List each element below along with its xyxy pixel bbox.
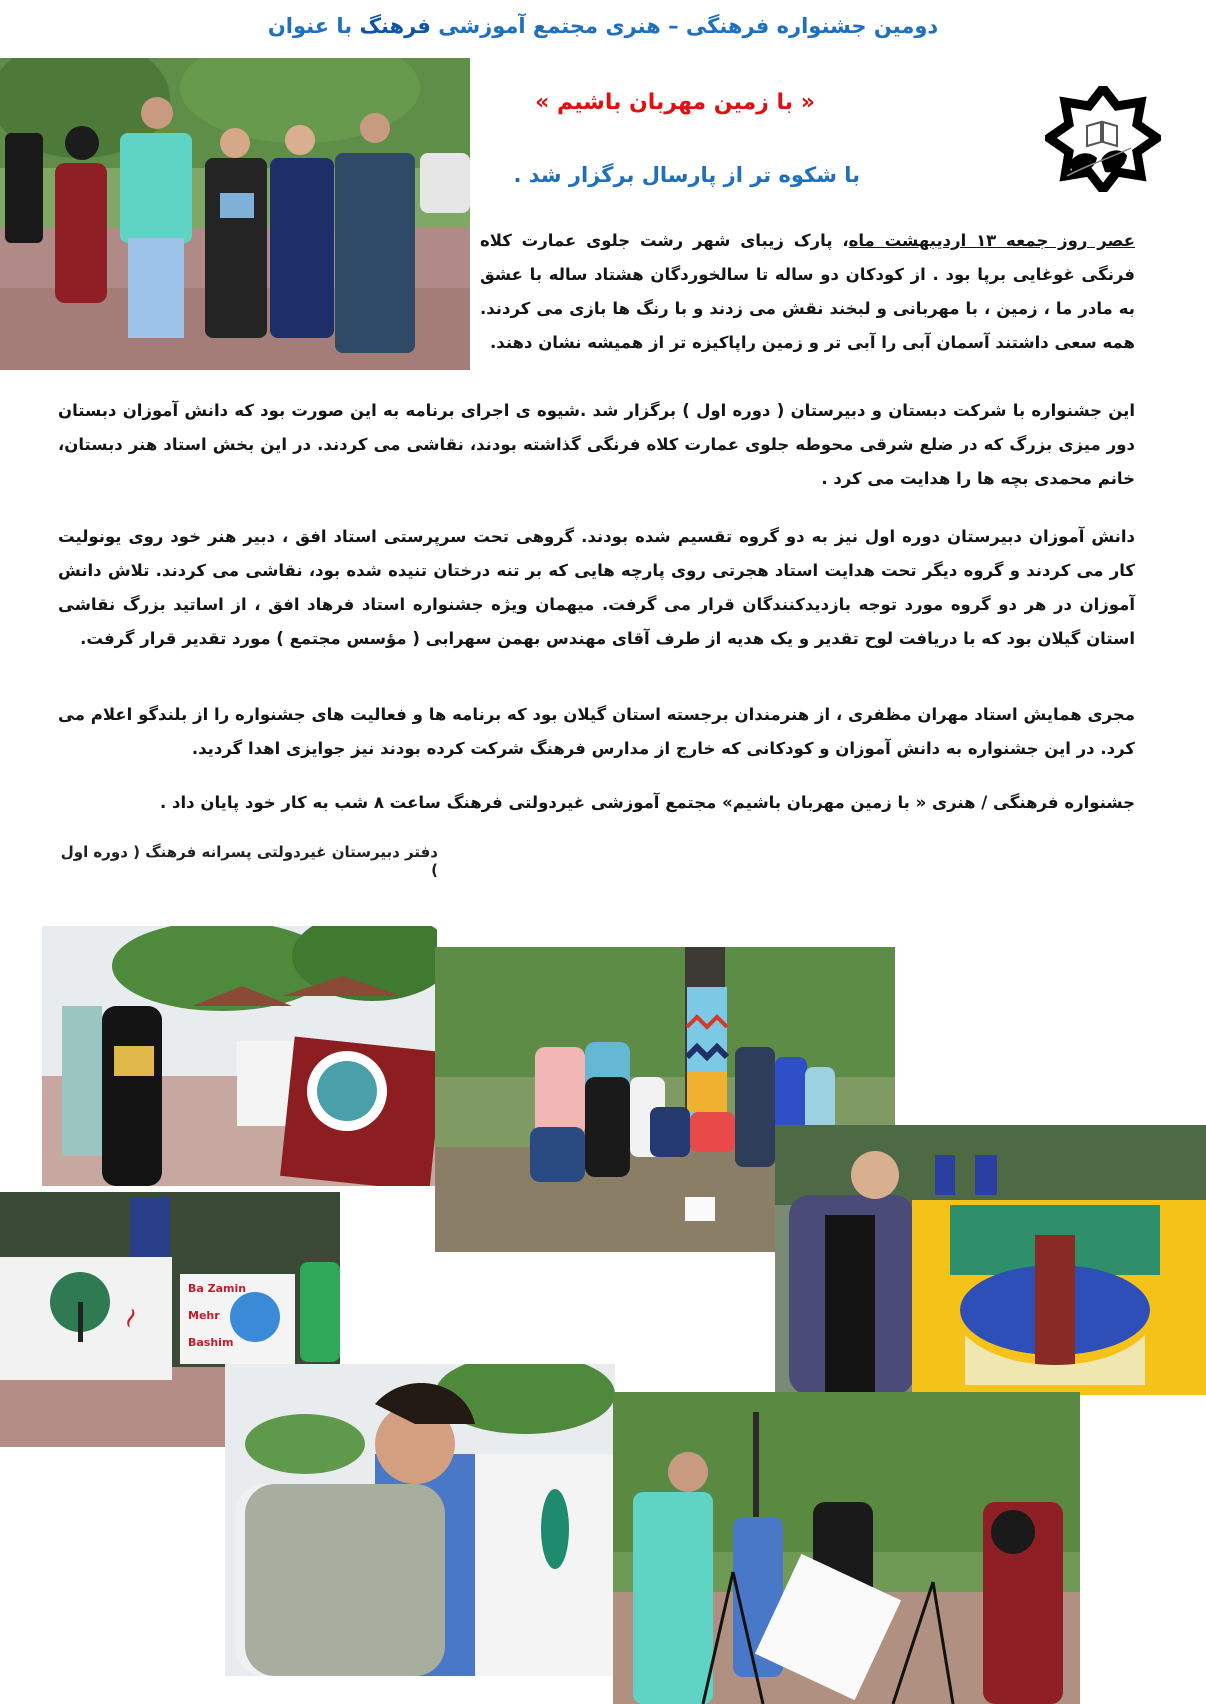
event-date-underlined: عصر روز جمعه ۱۳ اردیبهشت ماه (848, 231, 1135, 250)
paragraph-1-text: ، پارک زیبای شهر رشت جلوی عمارت کلاه فرنگی غوغایی برپا بود . از کودکان دو ساله تا سالخوردگان هشتاد ساله با عشق به مادر ما ، زمین ، با مهربانی و لبخند نقش می زدند و با رنگ ها بازی می کردند. همه سعی داشتند آسمان آبی را آبی تر و زمین راپاکیزه تر از همیشه نشان دهند. (480, 231, 1135, 352)
article-paragraph-4: مجری همایش استاد مهران مظفری ، از هنرمندان برجسته استان گیلان بود که برنامه ها و فعالیت های جشنواره را از بلندگو اعلام می کرد. در این جشنواره به دانش آموزان و کودکانی که خارج از مدارس فرهنگ شرکت کرده بودند نیز جوایزی اهدا گردید. (58, 705, 1135, 758)
board-text-line2: Mehr (188, 1309, 220, 1322)
title-part1: دومین جشنواره فرهنگی – هنری مجتمع آموزشی (438, 14, 939, 38)
main-title (0, 14, 1206, 38)
paragraph-3-after: ، از اساتید بزرگ نقاشی استان گیلان بود که با دریافت لوح تقدیر و یک هدیه از طرف آقای مهندس بهمن سهرابی ( مؤسس مجتمع ) مورد تقدیر قرار گرفت. (58, 595, 1135, 648)
earth-painting-easel-photo (42, 926, 437, 1186)
article-paragraph-3 (58, 520, 1135, 656)
boy-painting-board-photo (225, 1364, 615, 1676)
festival-name: « با زمین مهربان باشیم » (535, 90, 815, 115)
boy-with-tree-painting-photo (775, 1125, 1206, 1395)
signature: دفتر دبیرستان غیردولتی پسرانه فرهنگ ( دوره اول ) (60, 843, 438, 879)
svg-text:~: ~ (110, 1301, 150, 1335)
title-part2: با عنوان (267, 14, 353, 38)
festival-subtitle: با شکوه تر از پارسال برگزار شد . (513, 163, 860, 187)
article-paragraph-1 (480, 224, 1135, 360)
adults-setting-easels-photo (613, 1392, 1080, 1704)
title-brand: فرهنگ (359, 14, 431, 38)
group-award-photo (0, 58, 470, 370)
board-text-line3: Bashim (188, 1336, 234, 1349)
article-paragraph-2: این جشنواره با شرکت دبستان و دبیرستان ( دوره اول ) برگزار شد .شیوه ی اجرای برنامه به این صورت بود که دانش آموزان دبستان دور میزی بزرگ که در ضلع شرقی محوطه جلوی عمارت کلاه فرنگی گذاشته بودند، نقاشی می کردند. در این بخش استاد هنر دبستان، خانم محمدی بچه ها را هدایت می کرد . (58, 401, 1135, 488)
guest-name-highlight: استاد فرهاد افق (268, 595, 406, 614)
paragraph-3-before: دانش آموزان دبیرستان دوره اول نیز به دو گروه تقسیم شده بودند. گروهی تحت سرپرستی استاد افق ، دبیر هنر خود روی یونولیت کار می کردند و گروه دیگر تحت هدایت استاد هجرتی روی پارچه هایی که بر تنه درختان تنیده شده بود، نقاشی می کردند. تلاش دانش آموزان در هر دو گروه مورد توجه بازدیدکنندگان قرار می گرفت. میهمان ویژه جشنواره (58, 527, 1136, 614)
article-paragraph-5: جشنواره فرهنگی / هنری « با زمین مهربان باشیم» مجتمع آموزشی غیردولتی فرهنگ ساعت ۸ شب به کار خود پایان داد . (160, 793, 1135, 812)
octagram-book-logo-icon (1045, 86, 1161, 192)
board-text-line1: Ba Zamin (188, 1282, 247, 1295)
